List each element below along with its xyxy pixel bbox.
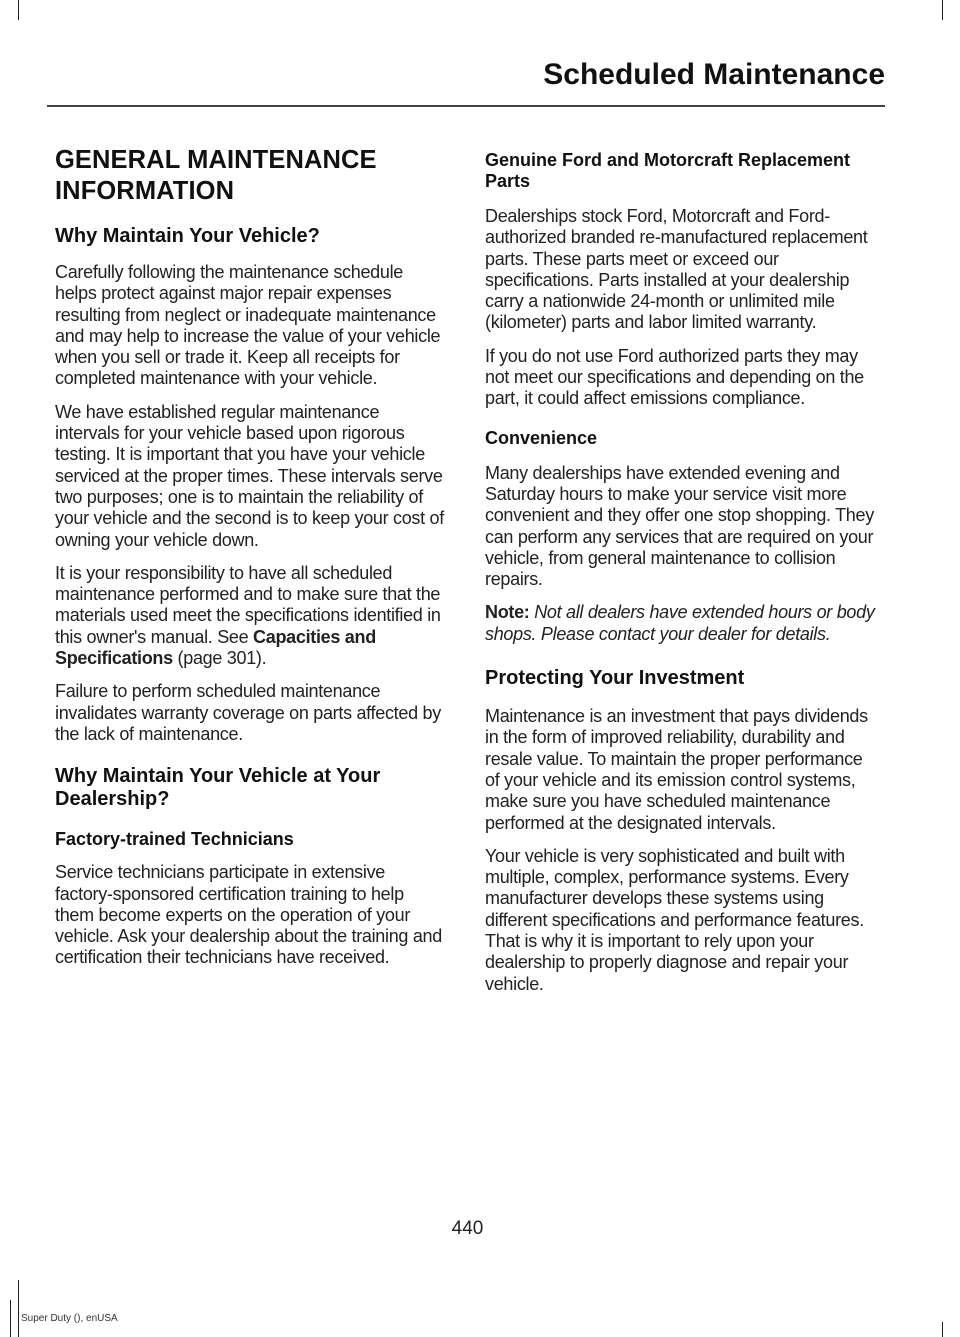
dealership-heading: Why Maintain Your Vehicle at Your Dealership? [55, 765, 381, 811]
crop-mark-bottom-left [18, 1280, 19, 1337]
why-paragraph-1: Carefully following the maintenance schedule helps protect against major repair expenses resulting from neglect or inadequate maintenance and may help to increase the value of your vehicle when you sell or trade it. Keep all receipts for completed maintenance with your vehicle. [55, 262, 441, 389]
technicians-paragraph: Service technicians participate in extensive factory-sponsored certification training to help them become experts on the operation of your vehicle. Ask your dealership about the training and certification their technicians have received. [55, 862, 442, 968]
crop-mark-top-right [942, 0, 943, 20]
why-paragraph-3 [55, 563, 447, 669]
investment-paragraph-1: Maintenance is an investment that pays dividends in the form of improved reliability, durability and resale value. To maintain the proper performance of your vehicle and its emission control systems, make sure you have scheduled maintenance performed at the designated intervals. [485, 706, 868, 833]
convenience-paragraph: Many dealerships have extended evening and Saturday hours to make your service visit more convenient and they offer one stop shopping. They can perform any services that are required on your vehicle, from general maintenance to collision repairs. [485, 462, 874, 590]
left-column [55, 145, 447, 981]
note-text: Not all dealers have extended hours or body shops. Please contact your dealer for details. [485, 602, 875, 644]
why-paragraph-3-text: It is your responsibility to have all scheduled maintenance performed and to make sure that the materials used meet the specifications identified in this owner's manual. See [55, 562, 441, 647]
header-rule [47, 105, 885, 107]
crop-mark-top-left [18, 0, 19, 20]
crop-mark-bottom-left-v [10, 1300, 11, 1337]
capacities-link[interactable]: Capacities and Specifications [55, 626, 376, 669]
note-paragraph [485, 602, 880, 645]
parts-heading: Genuine Ford and Motorcraft Replacement Parts [485, 150, 851, 191]
why-maintain-heading: Why Maintain Your Vehicle? [55, 225, 320, 247]
why-paragraph-2: We have established regular maintenance intervals for your vehicle based upon rigorous testing. It is important that you have your vehicle serviced at the proper times. These intervals serve two purposes; one is to maintain the reliability of your vehicle and the second is to keep your cost of owning your vehicle down. [55, 401, 444, 550]
investment-heading: Protecting Your Investment [485, 667, 745, 690]
page-header-title: Scheduled Maintenance [543, 58, 885, 91]
why-paragraph-4: Failure to perform scheduled maintenance invalidates warranty coverage on parts affected by the lack of maintenance. [55, 681, 441, 744]
page-reference: (page 301). [172, 648, 267, 669]
note-label: Note: [485, 602, 530, 623]
footer-text: Super Duty (), enUSA [21, 1313, 118, 1324]
technicians-heading: Factory-trained Technicians [55, 829, 294, 850]
section-heading: GENERAL MAINTENANCE INFORMATION [55, 146, 377, 205]
parts-paragraph-2: If you do not use Ford authorized parts they may not meet our specifications and depending on the part, it could affect emissions compliance. [485, 345, 864, 409]
crop-mark-bottom-right [942, 1322, 943, 1337]
investment-paragraph-2: Your vehicle is very sophisticated and built with multiple, complex, performance systems. Every manufacturer develops these systems using different specifications and performance features. That is why it is important to rely upon your dealership to properly diagnose and repair your vehicle. [485, 845, 864, 994]
convenience-heading: Convenience [485, 427, 598, 448]
right-column [485, 145, 880, 1007]
page-number: 440 [451, 1218, 484, 1239]
parts-paragraph-1: Dealerships stock Ford, Motorcraft and Ford-authorized branded re-manufactured replacement parts. These parts meet or exceed our specifications. Parts installed at your dealership carry a nationwide 24-month or unlimited mile (kilometer) parts and labor limited warranty. [485, 206, 868, 333]
